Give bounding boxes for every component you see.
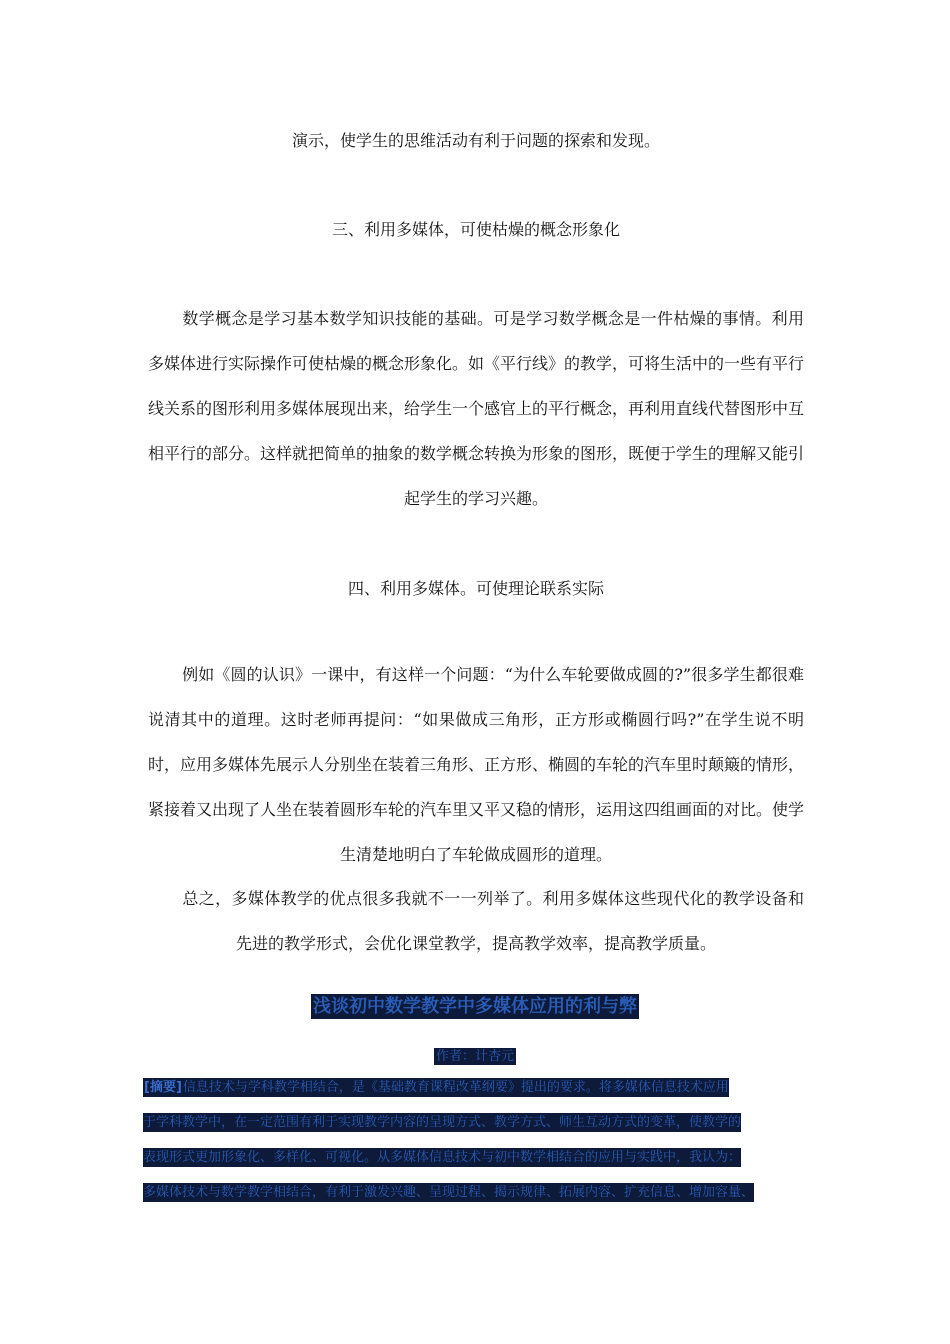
article-title xyxy=(0,992,950,1018)
article-title-text: 浅谈初中数学教学中多媒体应用的利与弊 xyxy=(313,996,637,1017)
section-heading-3: 三、利用多媒体，可使枯燥的概念形象化 xyxy=(331,220,620,239)
paragraph-continuation: 演示，使学生的思维活动有利于问题的探索和发现。 xyxy=(291,131,660,150)
conclusion-text: 总之，多媒体教学的优点很多我就不一一列举了。利用多媒体这些现代化的教学设备和先进的教学形式，会优化课堂教学，提高教学效率，提高教学质量。 xyxy=(182,889,804,953)
section-4-text: 例如《圆的认识》一课中，有这样一个问题：“为什么车轮要做成圆的?”很多学生都很难说清其中的道理。这时老师再提问：“如果做成三角形，正方形或椭圆行吗?”在学生说不明时，应用多媒体先展示人分别坐在装着三角形、正方形、椭圆的车轮的汽车里时颠簸的情形，紧接着又出现了人坐在装着圆形车轮的汽车里又平又稳的情形，运用这四组画面的对比。使学生清楚地明白了车轮做成圆形的道理。 xyxy=(148,665,805,864)
abstract-line-text: 多媒体技术与数学教学相结合，有利于激发兴趣、呈现过程、揭示规律、拓展内容、扩充信息、增加容量、 xyxy=(143,1185,755,1200)
author-text: 作者：计杏元 xyxy=(435,1049,514,1064)
abstract-line xyxy=(143,1140,823,1175)
abstract-line-text: 表现形式更加形象化、多样化、可视化。从多媒体信息技术与初中数学相结合的应用与实践中，我认为： xyxy=(143,1150,742,1165)
abstract-line-text: 于学科教学中，在一定范围有利于实现教学内容的呈现方式、教学方式、师生互动方式的变革，使教学的 xyxy=(143,1115,742,1130)
conclusion-paragraph xyxy=(148,876,804,966)
abstract-line xyxy=(143,1105,823,1140)
author-line xyxy=(0,1045,950,1064)
section-3-text: 数学概念是学习基本数学知识技能的基础。可是学习数学概念是一件枯燥的事情。利用多媒体进行实际操作可使枯燥的概念形象化。如《平行线》的教学，可将生活中的一些有平行线关系的图形利用多媒体展现出来，给学生一个感官上的平行概念，再利用直线代替图形中互相平行的部分。这样就把简单的抽象的数学概念转换为形象的图形，既便于学生的理解又能引起学生的学习兴趣。 xyxy=(148,309,805,508)
section-heading-4: 四、利用多媒体。可使理论联系实际 xyxy=(347,579,604,598)
abstract-line xyxy=(143,1070,823,1105)
abstract-block xyxy=(143,1070,823,1210)
abstract-tag: [摘要] xyxy=(144,1080,182,1095)
abstract-line xyxy=(143,1175,823,1210)
abstract-line-text: 信息技术与学科教学相结合，是《基础教育课程改革纲要》提出的要求。将多媒体信息技术应用 xyxy=(182,1080,729,1095)
section-4-paragraph xyxy=(148,652,804,877)
section-3-paragraph xyxy=(148,296,804,521)
